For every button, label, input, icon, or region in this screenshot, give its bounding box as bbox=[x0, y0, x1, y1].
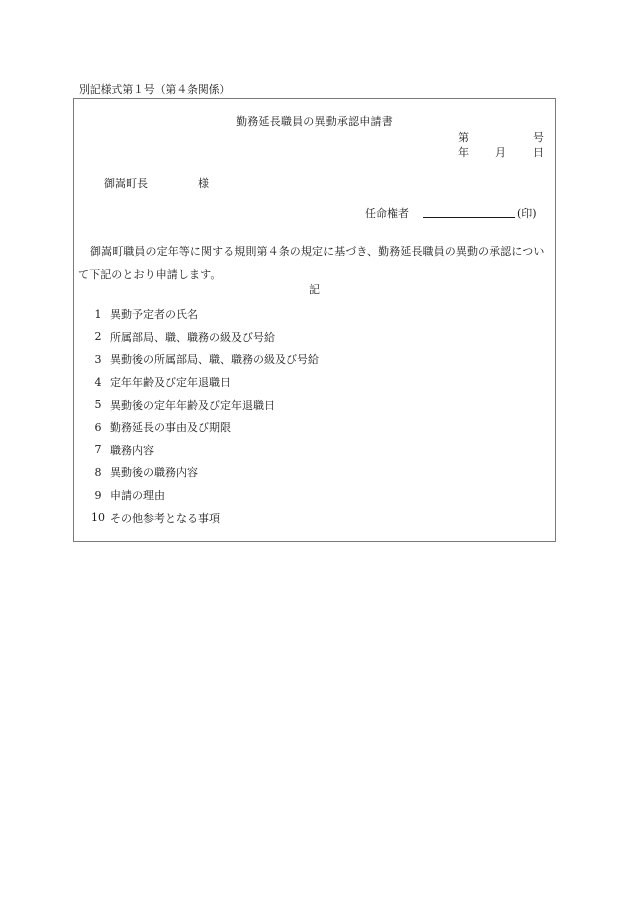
form-label: 別記様式第１号（第４条関係） bbox=[79, 83, 231, 96]
list-item bbox=[86, 461, 319, 484]
item-number: 4 bbox=[94, 375, 102, 389]
form-frame bbox=[73, 98, 556, 542]
list-item bbox=[86, 348, 319, 371]
item-text: 勤務延長の事由及び期限 bbox=[110, 421, 231, 435]
item-text: その他参考となる事項 bbox=[110, 511, 220, 525]
form-title: 勤務延長職員の異動承認申請書 bbox=[236, 115, 393, 128]
item-number: 5 bbox=[94, 398, 102, 412]
item-text: 異動予定者の氏名 bbox=[110, 308, 198, 322]
item-number: 1 bbox=[94, 307, 102, 321]
list-item bbox=[86, 326, 319, 349]
list-item bbox=[86, 439, 319, 462]
list-item bbox=[86, 393, 319, 416]
item-text: 職務内容 bbox=[110, 443, 154, 457]
addressee-honorific: 様 bbox=[198, 177, 209, 190]
item-text: 定年年齢及び定年退職日 bbox=[110, 376, 231, 390]
authority-label: 任命権者 bbox=[365, 207, 409, 220]
list-item bbox=[86, 484, 319, 507]
item-text: 異動後の職務内容 bbox=[110, 466, 198, 480]
ki-heading: 記 bbox=[309, 283, 320, 296]
number-suffix: 号 bbox=[533, 131, 544, 144]
signature-line bbox=[423, 217, 515, 218]
date-month-label: 月 bbox=[495, 146, 506, 159]
item-number: 2 bbox=[94, 330, 102, 344]
item-number: 3 bbox=[94, 352, 102, 366]
item-text: 異動後の所属部局、職、職務の級及び号給 bbox=[110, 353, 319, 367]
item-number: 9 bbox=[94, 488, 102, 502]
date-day-label: 日 bbox=[533, 146, 544, 159]
item-text: 異動後の定年年齢及び定年退職日 bbox=[110, 398, 275, 412]
list-item bbox=[86, 506, 319, 529]
item-number: 7 bbox=[94, 443, 102, 457]
item-text: 申請の理由 bbox=[110, 489, 165, 503]
addressee-name: 御嵩町長 bbox=[104, 177, 148, 190]
item-text: 所属部局、職、職務の級及び号給 bbox=[110, 330, 275, 344]
date-year-label: 年 bbox=[458, 146, 469, 159]
number-prefix: 第 bbox=[458, 131, 469, 144]
item-list bbox=[86, 303, 319, 529]
application-body-text: 御嵩町職員の定年等に関する規則第４条の規定に基づき、勤務延長職員の異動の承認について下記のとおり申請します。 bbox=[78, 245, 545, 281]
list-item bbox=[86, 303, 319, 326]
list-item bbox=[86, 416, 319, 439]
item-number: 8 bbox=[94, 465, 102, 479]
seal-mark: (印) bbox=[517, 207, 537, 220]
item-number: 6 bbox=[94, 420, 102, 434]
list-item bbox=[86, 371, 319, 394]
item-number: 10 bbox=[91, 511, 105, 525]
